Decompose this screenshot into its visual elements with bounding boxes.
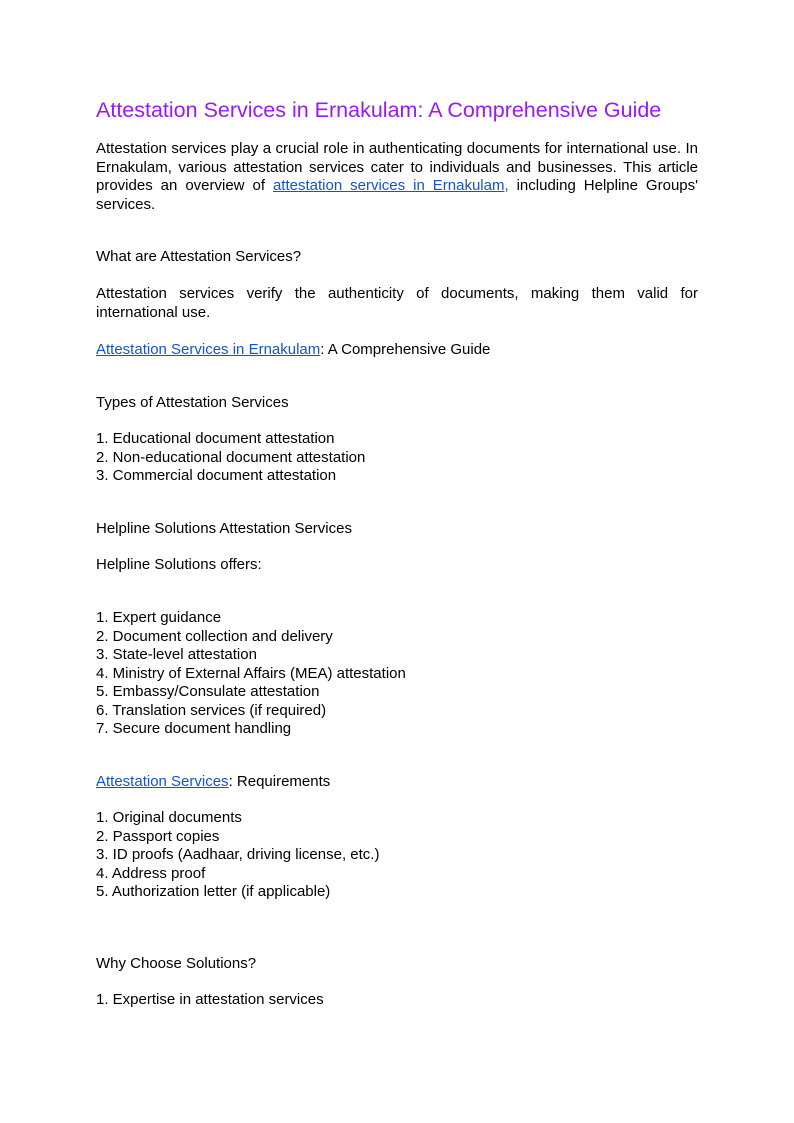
intro-paragraph	[96, 140, 698, 214]
requirements-line	[96, 773, 330, 792]
offers-list-item: 1. Expert guidance	[96, 609, 222, 626]
intro-text-before-link: Attestation services play a crucial role in authenticating documents for international use. In Ernakulam, various attestation services cater to individuals and businesses. This article provides an overview of	[96, 140, 698, 194]
offers-list-item: 6. Translation services (if required)	[96, 701, 327, 719]
requirements-list	[96, 809, 379, 902]
why-heading: Why Choose Solutions?	[96, 955, 257, 972]
requirements-list-item: 5. Authorization letter (if applicable)	[96, 883, 331, 900]
requirements-list-item: 1. Original documents	[96, 809, 242, 826]
why-list-item: 1. Expertise in attestation services	[96, 991, 324, 1008]
requirements-line-rest: : Requirements	[228, 773, 331, 790]
intro-link-attestation-services[interactable]: attestation services in Ernakulam,	[272, 177, 509, 194]
types-list-item: 1. Educational document attestation	[96, 430, 335, 447]
offers-list	[96, 609, 406, 739]
page-title: Attestation Services in Ernakulam: A Comprehensive Guide	[96, 98, 662, 122]
what-heading: What are Attestation Services?	[96, 248, 302, 265]
types-list-item: 2. Non-educational document attestation	[96, 448, 366, 466]
offers-list-item: 5. Embassy/Consulate attestation	[96, 683, 320, 700]
types-heading: Types of Attestation Services	[96, 394, 289, 411]
offers-list-item: 3. State-level attestation	[96, 646, 257, 663]
what-paragraph: Attestation services verify the authenticity of documents, making them valid for international use.	[96, 285, 698, 321]
guide-link-attestation-services-ernakulam[interactable]: Attestation Services in Ernakulam	[96, 341, 321, 358]
guide-line-rest: : A Comprehensive Guide	[320, 341, 491, 358]
requirements-list-item: 2. Passport copies	[96, 827, 220, 845]
requirements-list-item: 3. ID proofs (Aadhaar, driving license, etc.)	[96, 846, 380, 863]
offers-list-item: 7. Secure document handling	[96, 720, 292, 737]
requirements-list-item: 4. Address proof	[96, 864, 206, 882]
intro-text-after-link: including Helpline Groups' services.	[96, 177, 698, 213]
helpline-heading: Helpline Solutions Attestation Services	[96, 520, 352, 537]
types-list	[96, 430, 365, 486]
guide-line	[96, 341, 490, 360]
offers-list-item: 4. Ministry of External Affairs (MEA) attestation	[96, 664, 406, 682]
why-list	[96, 991, 324, 1010]
helpline-offers-label: Helpline Solutions offers:	[96, 556, 262, 573]
offers-list-item: 2. Document collection and delivery	[96, 627, 333, 645]
types-list-item: 3. Commercial document attestation	[96, 467, 337, 484]
requirements-link-attestation-services[interactable]: Attestation Services	[96, 773, 229, 790]
